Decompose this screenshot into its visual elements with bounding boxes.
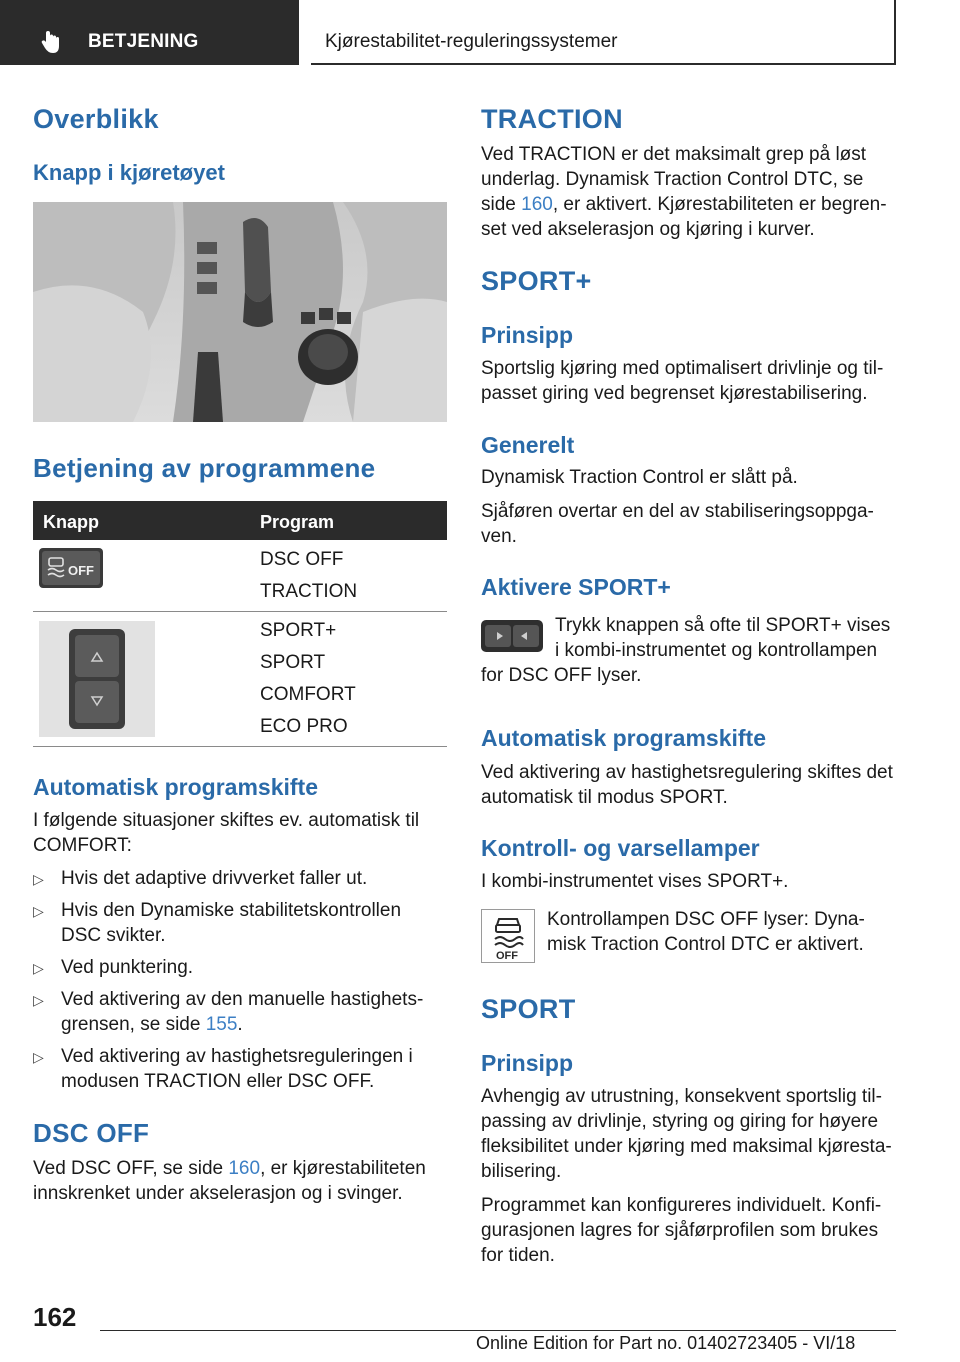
- header-title: Kjørestabilitet-reguleringssystemer: [325, 31, 618, 52]
- table-divider: [33, 746, 447, 747]
- col-header-knapp: Knapp: [43, 512, 99, 532]
- car-console-photo: [33, 202, 447, 422]
- dsc-off-line-2: innskrenket under akselerasjon og i svinger.: [33, 1183, 403, 1204]
- aktivere-line-3: for DSC OFF lyser.: [481, 665, 642, 686]
- triangle-bullet-icon: ▷: [33, 871, 44, 887]
- auto2-line-2: automatisk til modus SPORT.: [481, 787, 728, 808]
- heading-prinsipp: Prinsipp: [481, 1050, 574, 1076]
- dsc-off-button-icon: [39, 548, 103, 588]
- generelt-line-3: ven.: [481, 526, 517, 547]
- header-section-label: BETJENING: [88, 31, 199, 52]
- program-line-2: gurasjonen lagres for sjåførprofilen som brukes: [481, 1220, 879, 1241]
- program-comfort: COMFORT: [260, 684, 356, 705]
- triangle-bullet-icon: ▷: [33, 1049, 44, 1065]
- header-section-tab: [0, 0, 299, 65]
- heading-overblikk: Overblikk: [33, 104, 159, 134]
- prinsipp-line-2: passet giring ved begrenset kjørestabilisering.: [481, 383, 868, 404]
- heading-betjening-av-programmene: Betjening av programmene: [33, 453, 376, 483]
- auto2-line-1: Ved aktivering av hastighetsregulering skiftes det: [481, 762, 893, 783]
- dsc-off-indicator-text: OFF: [496, 950, 518, 962]
- auto-intro-line-1: I følgende situasjoner skiftes ev. automatisk til: [33, 810, 420, 831]
- aktivere-line-1: Trykk knappen så ofte til SPORT+ vises: [555, 615, 891, 636]
- col-header-program: Program: [260, 512, 335, 532]
- generelt-line-1: Dynamisk Traction Control er slått på.: [481, 467, 798, 488]
- heading-knapp-i-kjoretoyet: Knapp i kjøretøyet: [33, 160, 225, 185]
- kontroll-line-2: Kontrollampen DSC OFF lyser: Dyna-: [547, 909, 865, 930]
- heading-prinsipp: Prinsipp: [481, 322, 574, 348]
- heading-dsc-off: DSC OFF: [33, 1118, 150, 1148]
- program-traction: TRACTION: [260, 581, 358, 602]
- dsc-off-icon-text: OFF: [68, 563, 94, 578]
- hand-pointer-icon: [38, 27, 68, 57]
- sport-rocker-switch-icon: [481, 620, 543, 652]
- program-line-1: Programmet kan konfigureres individuelt. Konfi-: [481, 1195, 882, 1216]
- triangle-bullet-icon: ▷: [33, 960, 44, 976]
- prinsipp-line-1: Sportslig kjøring med optimalisert drivlinje og til-: [481, 358, 884, 379]
- traction-line-1: Ved TRACTION er det maksimalt grep på løst: [481, 144, 867, 165]
- heading-kontroll-og-varsellamper: Kontroll- og varsellamper: [481, 835, 760, 861]
- page-link-160[interactable]: 160: [228, 1158, 261, 1179]
- heading-generelt: Generelt: [481, 432, 575, 458]
- auto-intro-line-2: COMFORT:: [33, 835, 132, 856]
- heading-aktivere-sport-plus: Aktivere SPORT+: [481, 574, 671, 600]
- prinsipp2-line-2: passing av drivlinje, styring og giring for høyere: [481, 1111, 879, 1132]
- table-header: [33, 501, 447, 540]
- program-sport: SPORT: [260, 652, 326, 673]
- triangle-bullet-icon: ▷: [33, 903, 44, 919]
- heading-traction: TRACTION: [481, 104, 623, 134]
- header-title-box: [311, 0, 896, 65]
- heading-sport-plus: SPORT+: [481, 266, 592, 296]
- program-line-3: for tiden.: [481, 1245, 555, 1266]
- dsc-off-line-1: Ved DSC OFF, se side 160, er kjørestabiliteten: [33, 1158, 426, 1179]
- traction-line-3: side 160, er aktivert. Kjørestabiliteten er begren-: [481, 194, 887, 215]
- heading-automatisk-programskifte: Automatisk programskifte: [33, 774, 319, 800]
- aktivere-line-2: i kombi-instrumentet og kontrollampen: [555, 640, 878, 661]
- footer-edition: Online Edition for Part no. 01402723405 - VI/18: [476, 1333, 856, 1353]
- program-dsc-off: DSC OFF: [260, 549, 344, 570]
- program-sport-plus: SPORT+: [260, 620, 337, 641]
- kontroll-line-3: misk Traction Control DTC er aktivert.: [547, 934, 864, 955]
- prinsipp2-line-3: fleksibilitet under kjøring med maksimal kjøresta-: [481, 1136, 892, 1157]
- page-number: 162: [33, 1302, 77, 1332]
- traction-line-4: set ved akselerasjon og kjøring i kurver.: [481, 219, 815, 240]
- kontroll-line-1: I kombi-instrumentet vises SPORT+.: [481, 871, 789, 892]
- traction-line-2: underlag. Dynamisk Traction Control DTC, se: [481, 169, 864, 190]
- page-link-155[interactable]: 155: [205, 1014, 238, 1035]
- heading-automatisk-programskifte: Automatisk programskifte: [481, 725, 767, 751]
- prinsipp2-line-1: Avhengig av utrustning, konsekvent sportslig til-: [481, 1086, 882, 1107]
- program-eco-pro: ECO PRO: [260, 716, 348, 737]
- table-divider: [33, 611, 447, 612]
- heading-sport: SPORT: [481, 994, 576, 1024]
- prinsipp2-line-4: bilisering.: [481, 1161, 562, 1182]
- triangle-bullet-icon: ▷: [33, 992, 44, 1008]
- car-console-illustration: [33, 202, 447, 422]
- sport-mode-rocker-icon: [39, 621, 155, 737]
- generelt-line-2: Sjåføren overtar en del av stabiliseringsoppga-: [481, 501, 874, 522]
- dsc-off-indicator-icon: [481, 909, 535, 963]
- footer-rule: [100, 1330, 896, 1331]
- page-link-160[interactable]: 160: [521, 194, 553, 215]
